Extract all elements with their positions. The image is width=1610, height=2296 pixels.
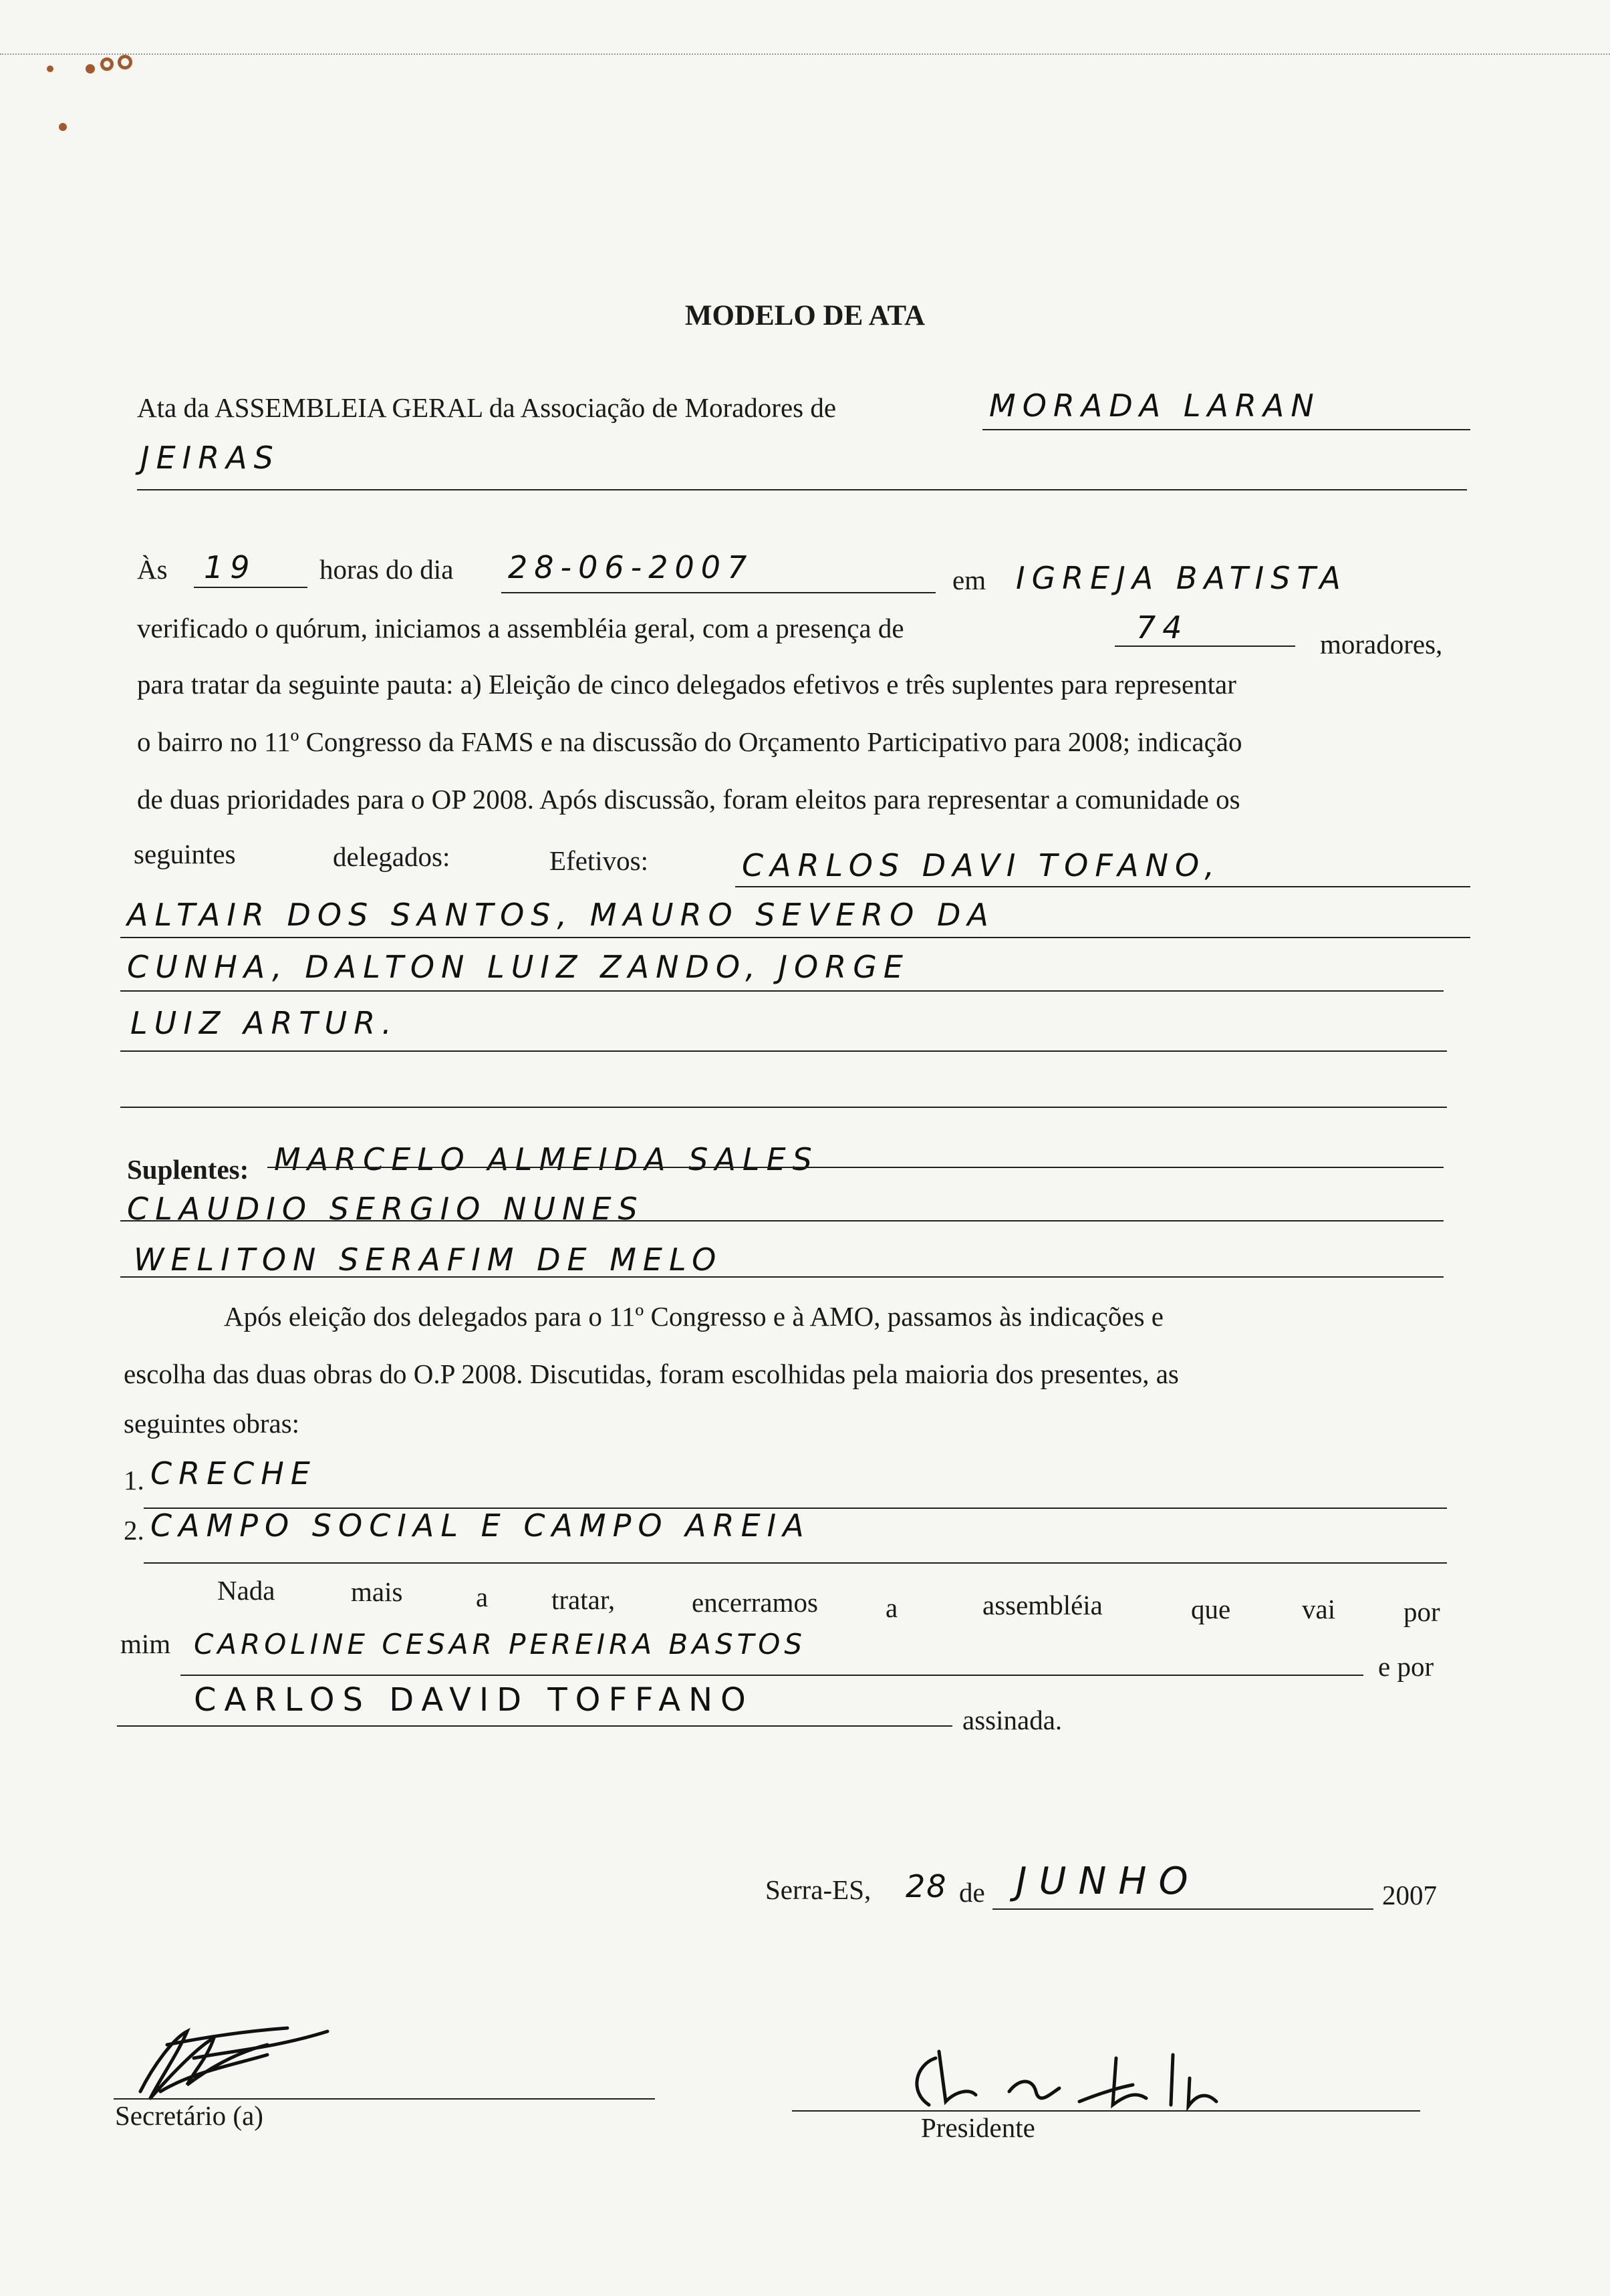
efetivo-line-4: LUIZ ARTUR. [130, 1005, 398, 1041]
date-day-handwritten: 28 [906, 1868, 948, 1904]
fill-line [120, 937, 1470, 938]
suplente-line-1: MARCELO ALMEIDA SALES [274, 1141, 819, 1177]
secretary-name-handwritten: CAROLINE CESAR PEREIRA BASTOS [194, 1628, 806, 1661]
moradores-label: moradores, [1320, 629, 1443, 660]
efetivo-line-1: CARLOS DAVI TOFANO, [742, 847, 1221, 883]
fill-line [267, 1167, 1444, 1168]
closing-word: encerramos [692, 1587, 818, 1618]
fill-line [120, 1107, 1447, 1108]
delegados-label: delegados: [333, 841, 450, 872]
obra-1-number: 1. [124, 1465, 144, 1495]
seguintes-label: seguintes [134, 839, 236, 869]
signature-line-secretary [114, 2098, 655, 2100]
closing-word: vai [1302, 1594, 1336, 1624]
closing-word: mais [351, 1576, 403, 1607]
stain-mark [59, 123, 67, 131]
secretary-signature [114, 1991, 354, 2112]
fill-line [180, 1675, 1363, 1676]
suplente-line-2: CLAUDIO SERGIO NUNES [127, 1191, 644, 1227]
assinada-label: assinada. [962, 1705, 1063, 1735]
as-label: Às [137, 554, 168, 585]
stain-mark [118, 55, 132, 69]
bairro-handwritten-2: JEIRAS [140, 440, 280, 476]
fill-line [137, 489, 1467, 490]
date-year: 2007 [1382, 1880, 1437, 1910]
stain-mark [47, 65, 53, 72]
mim-label: mim [120, 1628, 171, 1659]
fill-line [992, 1908, 1373, 1910]
attendees-handwritten: 74 [1136, 609, 1189, 645]
closing-word: que [1191, 1594, 1231, 1624]
date-handwritten: 28-06-2007 [508, 549, 754, 585]
fill-line [1115, 645, 1295, 647]
fill-line [735, 886, 1470, 887]
hour-handwritten: 19 [204, 549, 257, 585]
scan-edge-line [0, 53, 1610, 55]
fill-line [120, 1220, 1444, 1222]
horas-label: horas do dia [319, 554, 454, 585]
obras-paragraph-1: Após eleição dos delegados para o 11º Congresso e à AMO, passamos às indicações e [224, 1301, 1164, 1332]
president-name-handwritten: CARLOS DAVID TOFFANO [194, 1681, 754, 1719]
closing-word: Nada [217, 1575, 275, 1606]
stain-mark [86, 64, 95, 74]
fill-line [144, 1562, 1447, 1564]
signature-line-president [792, 2110, 1420, 2112]
obra-2-handwritten: CAMPO SOCIAL E CAMPO AREIA [150, 1508, 811, 1544]
closing-word: a [476, 1582, 489, 1612]
date-month-handwritten: JUNHO [1016, 1860, 1200, 1903]
obra-2-number: 2. [124, 1515, 144, 1546]
closing-word: a [886, 1592, 898, 1623]
fill-line [120, 1276, 1444, 1278]
efetivo-line-3: CUNHA, DALTON LUIZ ZANDO, JORGE [127, 949, 910, 985]
efetivo-line-2: ALTAIR DOS SANTOS, MAURO SEVERO DA [127, 897, 995, 933]
fill-line [117, 1725, 952, 1727]
pauta-line-2: o bairro no 11º Congresso da FAMS e na discussão do Orçamento Participativo para 2008; indicação [137, 726, 1242, 757]
date-de-label: de [959, 1877, 985, 1908]
fill-line [501, 592, 936, 593]
pauta-line-1: para tratar da seguinte pauta: a) Eleição de cinco delegados efetivos e três suplentes para representar [137, 669, 1236, 700]
e-por-label: e por [1378, 1651, 1434, 1682]
presidente-label: Presidente [921, 2112, 1035, 2143]
obra-1-handwritten: CRECHE [150, 1455, 317, 1491]
pauta-line-3: de duas prioridades para o OP 2008. Após discussão, foram eleitos para representar a comunidade os [137, 784, 1240, 815]
obras-paragraph-3: seguintes obras: [124, 1408, 300, 1439]
suplente-line-3: WELITON SERAFIM DE MELO [134, 1242, 723, 1278]
closing-word: por [1403, 1596, 1440, 1627]
verificado-text: verificado o quórum, iniciamos a assembléia geral, com a presença de [137, 613, 904, 643]
closing-word: tratar, [551, 1584, 616, 1615]
date-prefix: Serra-ES, [765, 1874, 871, 1905]
place-handwritten: IGREJA BATISTA [1016, 560, 1347, 596]
em-label: em [952, 565, 986, 595]
fill-line [120, 990, 1444, 992]
fill-line [194, 587, 307, 588]
fill-line [982, 429, 1470, 430]
fill-line [120, 1050, 1447, 1052]
closing-word: assembléia [982, 1590, 1103, 1620]
suplentes-label: Suplentes: [127, 1154, 249, 1185]
bairro-handwritten-1: MORADA LARAN [989, 388, 1321, 424]
stain-mark [100, 57, 114, 71]
obras-paragraph-2: escolha das duas obras do O.P 2008. Discutidas, foram escolhidas pela maioria dos presentes, as [124, 1358, 1179, 1389]
intro-text: Ata da ASSEMBLEIA GERAL da Associação de Moradores de [137, 392, 837, 423]
document-title: MODELO DE ATA [684, 300, 926, 331]
efetivos-label: Efetivos: [549, 845, 649, 876]
secretario-label: Secretário (a) [115, 2100, 263, 2131]
